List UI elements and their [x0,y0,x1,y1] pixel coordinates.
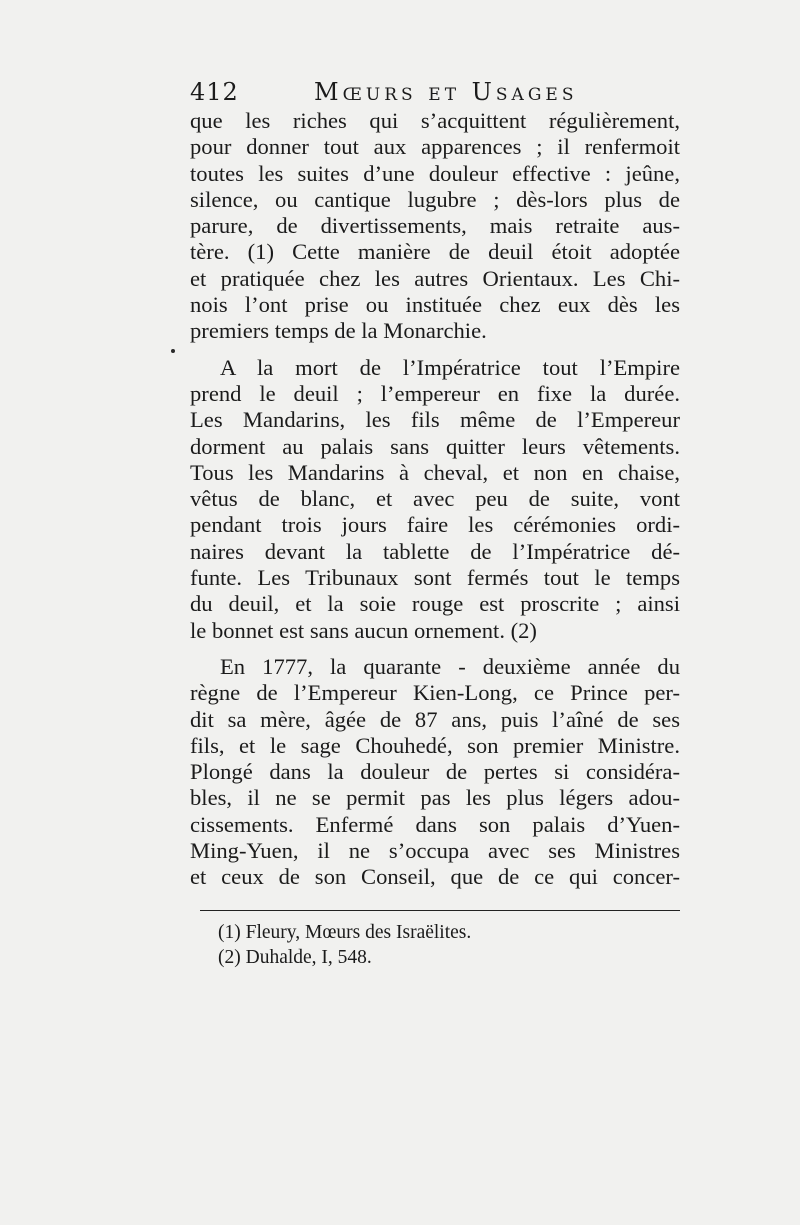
paragraph-gap [190,644,680,654]
text-line: le bonnet est sans aucun ornement. (2) [190,617,537,643]
footnote-rule [200,910,680,911]
paragraph-gap [190,345,680,355]
text-line: pour donner tout aux apparences ; il renfermoit [190,134,680,160]
text-line: bles, il ne se permit pas les plus légers adou- [190,785,680,811]
page-header [190,78,680,108]
text-line: que les riches qui s’acquittent régulièrement, [190,108,680,133]
page-number: 412 [190,78,239,106]
text-line: tère. (1) Cette manière de deuil étoit adoptée [190,239,680,265]
text-line: et ceux de son Conseil, que de ce qui concer- [190,864,680,890]
text-line: naires devant la tablette de l’Impératrice dé- [190,538,680,564]
text-line: Tous les Mandarins à cheval, et non en chaise, [190,459,680,485]
text-line: du deuil, et la soie rouge est proscrite ; ainsi [190,591,680,617]
footnote-2: (2) Duhalde, I, 548. [218,947,372,968]
running-title: Mœurs et Usages [314,78,578,106]
footnotes [218,920,678,970]
text-line: Ming-Yuen, il ne s’occupa avec ses Ministres [190,838,680,864]
text-line: dorment au palais sans quitter leurs vêtements. [190,433,680,459]
text-line: silence, ou cantique lugubre ; dès-lors plus de [190,186,680,212]
text-line: règne de l’Empereur Kien-Long, ce Prince per- [190,680,680,706]
text-line: dit sa mère, âgée de 87 ans, puis l’aîné de ses [190,706,680,732]
text-line: vêtus de blanc, et avec peu de suite, vont [190,486,680,512]
text-line: En 1777, la quarante - deuxième année du [220,653,680,679]
text-line: fils, et le sage Chouhedé, son premier Ministre. [190,732,680,758]
text-line: toutes les suites d’une douleur effective : jeûne, [190,160,680,186]
text-line: Les Mandarins, les fils même de l’Empereur [190,407,680,433]
text-line: pendant trois jours faire les cérémonies ordi- [190,512,680,538]
text-line: cissements. Enfermé dans son palais d’Yuen- [190,811,680,837]
text-line: nois l’ont prise ou instituée chez eux dès les [190,292,680,318]
text-line: A la mort de l’Impératrice tout l’Empire [220,354,680,380]
margin-mark [171,349,175,353]
footnote-1: (1) Fleury, Mœurs des Israëlites. [218,922,472,943]
body-text [190,108,680,891]
text-line: Plongé dans la douleur de pertes si considéra- [190,759,680,785]
text-line: premiers temps de la Monarchie. [190,318,487,344]
text-line: prend le deuil ; l’empereur en fixe la durée. [190,380,680,406]
text-line: funte. Les Tribunaux sont fermés tout le temps [190,565,680,591]
text-line: et pratiquée chez les autres Orientaux. Les Chi- [190,265,680,291]
text-line: parure, de divertissements, mais retraite aus- [190,213,680,239]
